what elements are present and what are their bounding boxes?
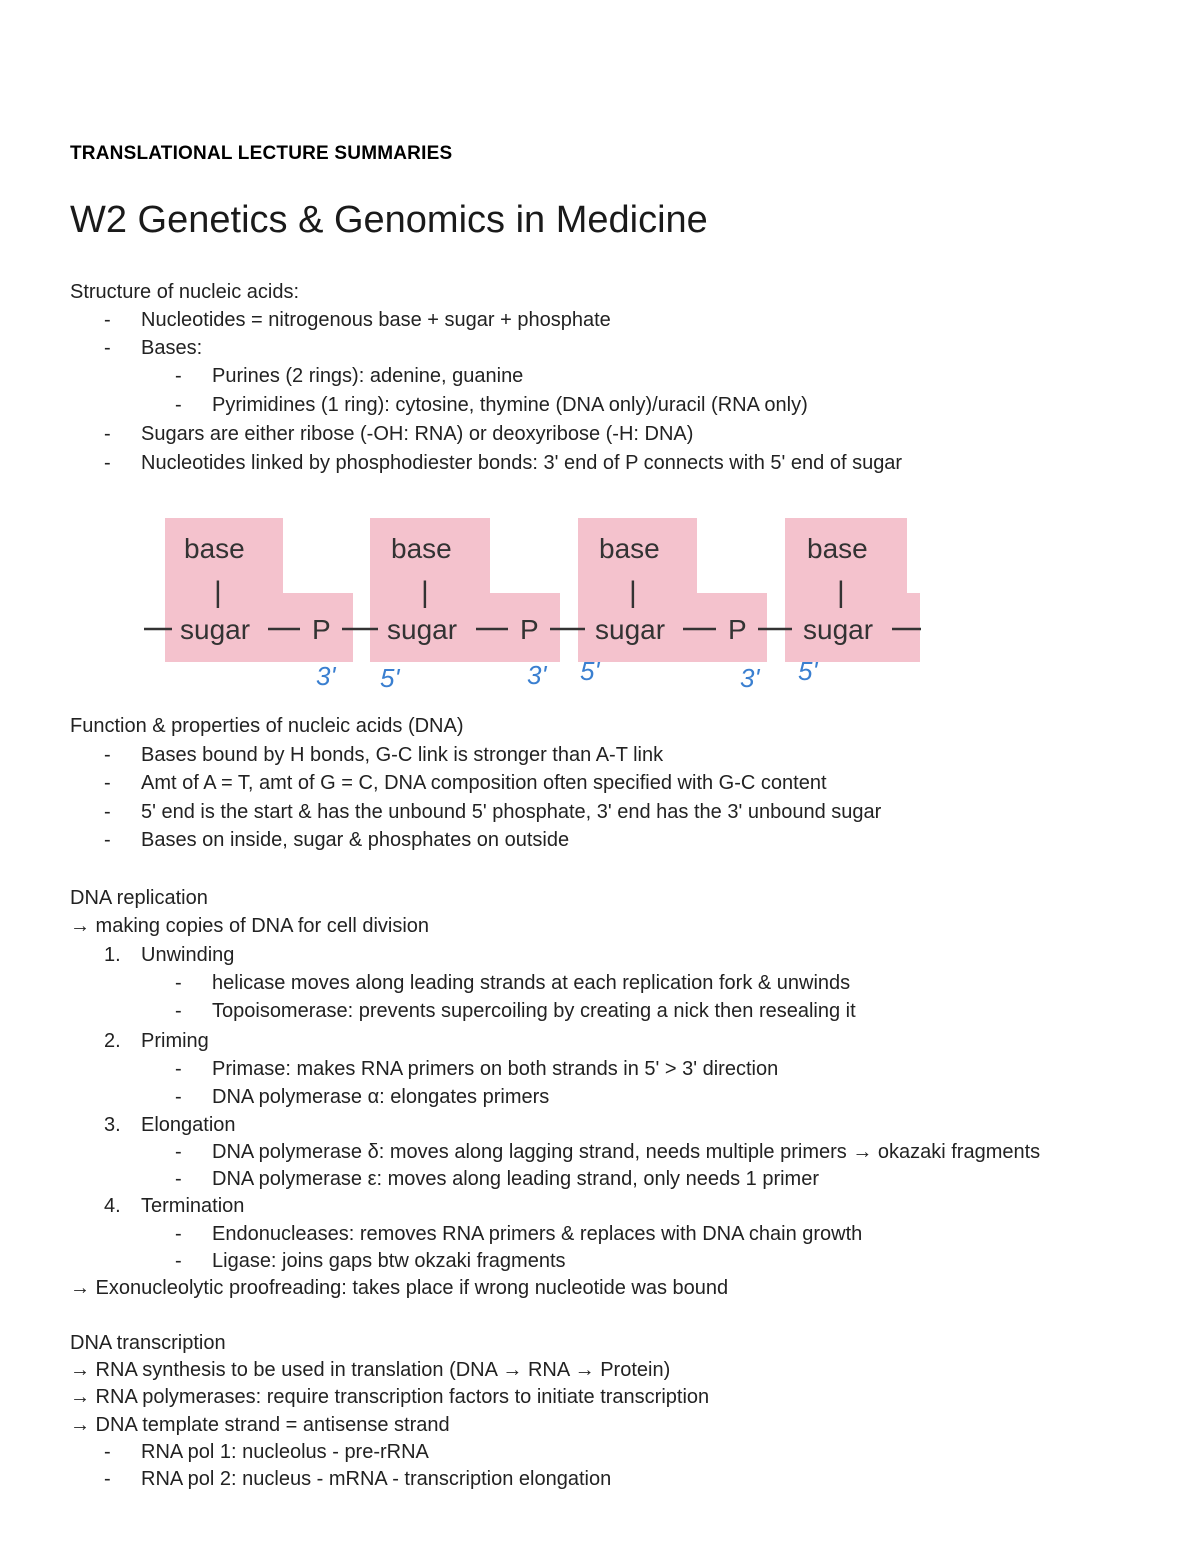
sugar-label: sugar (180, 614, 251, 645)
glycosidic-bond: | (421, 576, 429, 609)
bullet-dash: - (175, 972, 182, 994)
phosphodiester-diagram (140, 500, 930, 700)
list-item: DNA polymerase δ: moves along lagging strand, needs multiple primers → okazaki fragments (212, 1141, 1041, 1163)
list-item: RNA pol 2: nucleus - mRNA - transcription elongation (141, 1468, 612, 1490)
bullet-dash: - (175, 1168, 182, 1190)
base-label: base (807, 533, 868, 564)
glycosidic-bond: | (214, 576, 222, 609)
base-label: base (184, 533, 245, 564)
bullet-dash: - (175, 1141, 182, 1163)
bullet-dash: - (104, 801, 111, 823)
list-item: Bases: (141, 337, 203, 359)
section-heading-transcription: DNA transcription (70, 1332, 226, 1354)
bullet-dash: - (104, 1468, 111, 1490)
phosphate-label: P (728, 614, 747, 645)
arrow-note: → making copies of DNA for cell division (70, 915, 430, 937)
bullet-dash: - (104, 1441, 111, 1463)
step-title: Priming (141, 1030, 209, 1052)
list-item: Nucleotides = nitrogenous base + sugar + phosphate (141, 309, 611, 331)
bullet-dash: - (175, 1058, 182, 1080)
page-title: W2 Genetics & Genomics in Medicine (70, 199, 708, 241)
bullet-dash: - (104, 772, 111, 794)
list-item: Bases bound by H bonds, G-C link is stronger than A-T link (141, 744, 664, 766)
list-item: Topoisomerase: prevents supercoiling by creating a nick then resealing it (212, 1000, 856, 1022)
sugar-label: sugar (803, 614, 874, 645)
list-item: DNA polymerase α: elongates primers (212, 1086, 550, 1108)
glycosidic-bond: | (837, 576, 845, 609)
list-item: RNA pol 1: nucleolus - pre-rRNA (141, 1441, 429, 1463)
sugar-label: sugar (387, 614, 458, 645)
arrow-note: → RNA polymerases: require transcription factors to initiate transcription (70, 1386, 710, 1408)
bullet-dash: - (175, 365, 182, 387)
list-item: DNA polymerase ε: moves along leading strand, only needs 1 primer (212, 1168, 820, 1190)
list-item: Bases on inside, sugar & phosphates on outside (141, 829, 570, 851)
base-label: base (599, 533, 660, 564)
list-item: Amt of A = T, amt of G = C, DNA composition often specified with G-C content (141, 772, 827, 794)
base-label: base (391, 533, 452, 564)
list-item: Nucleotides linked by phosphodiester bonds: 3' end of P connects with 5' end of sugar (141, 452, 903, 474)
phosphate-label: P (520, 614, 539, 645)
bullet-dash: - (175, 1000, 182, 1022)
annotation-5-prime: 5' (380, 663, 400, 693)
list-number: 1. (104, 944, 121, 966)
sugar-label: sugar (595, 614, 666, 645)
bullet-dash: - (175, 1250, 182, 1272)
list-item: Pyrimidines (1 ring): cytosine, thymine (DNA only)/uracil (RNA only) (212, 394, 808, 416)
document-kicker: TRANSLATIONAL LECTURE SUMMARIES (70, 143, 453, 164)
list-item: Endonucleases: removes RNA primers & replaces with DNA chain growth (212, 1223, 863, 1245)
bullet-dash: - (104, 829, 111, 851)
bullet-dash: - (104, 423, 111, 445)
arrow-note: → RNA synthesis to be used in translation (DNA → RNA → Protein) (70, 1359, 671, 1381)
list-number: 2. (104, 1030, 121, 1052)
annotation-5-prime: 5' (580, 656, 600, 686)
annotation-5-prime: 5' (798, 656, 818, 686)
list-item: Sugars are either ribose (-OH: RNA) or deoxyribose (-H: DNA) (141, 423, 694, 445)
bullet-dash: - (175, 394, 182, 416)
annotation-3-prime: 3' (740, 663, 760, 693)
bullet-dash: - (104, 337, 111, 359)
list-item: helicase moves along leading strands at each replication fork & unwinds (212, 972, 851, 994)
step-title: Termination (141, 1195, 245, 1217)
bullet-dash: - (104, 452, 111, 474)
glycosidic-bond: | (629, 576, 637, 609)
list-number: 4. (104, 1195, 121, 1217)
list-item: 5' end is the start & has the unbound 5' phosphate, 3' end has the 3' unbound sugar (141, 801, 882, 823)
section-heading-function: Function & properties of nucleic acids (DNA) (70, 715, 464, 737)
bullet-dash: - (104, 744, 111, 766)
annotation-3-prime: 3' (527, 660, 547, 690)
arrow-note: → Exonucleolytic proofreading: takes place if wrong nucleotide was bound (70, 1277, 729, 1299)
list-number: 3. (104, 1114, 121, 1136)
step-title: Elongation (141, 1114, 236, 1136)
section-heading-structure: Structure of nucleic acids: (70, 281, 299, 303)
phosphate-label: P (312, 614, 331, 645)
list-item: Purines (2 rings): adenine, guanine (212, 365, 524, 387)
step-title: Unwinding (141, 944, 235, 966)
arrow-note: → DNA template strand = antisense strand (70, 1414, 450, 1436)
section-heading-replication: DNA replication (70, 887, 208, 909)
annotation-3-prime: 3' (316, 661, 336, 691)
list-item: Ligase: joins gaps btw okzaki fragments (212, 1250, 566, 1272)
bullet-dash: - (175, 1223, 182, 1245)
list-item: Primase: makes RNA primers on both strands in 5' > 3' direction (212, 1058, 779, 1080)
bullet-dash: - (175, 1086, 182, 1108)
bullet-dash: - (104, 309, 111, 331)
